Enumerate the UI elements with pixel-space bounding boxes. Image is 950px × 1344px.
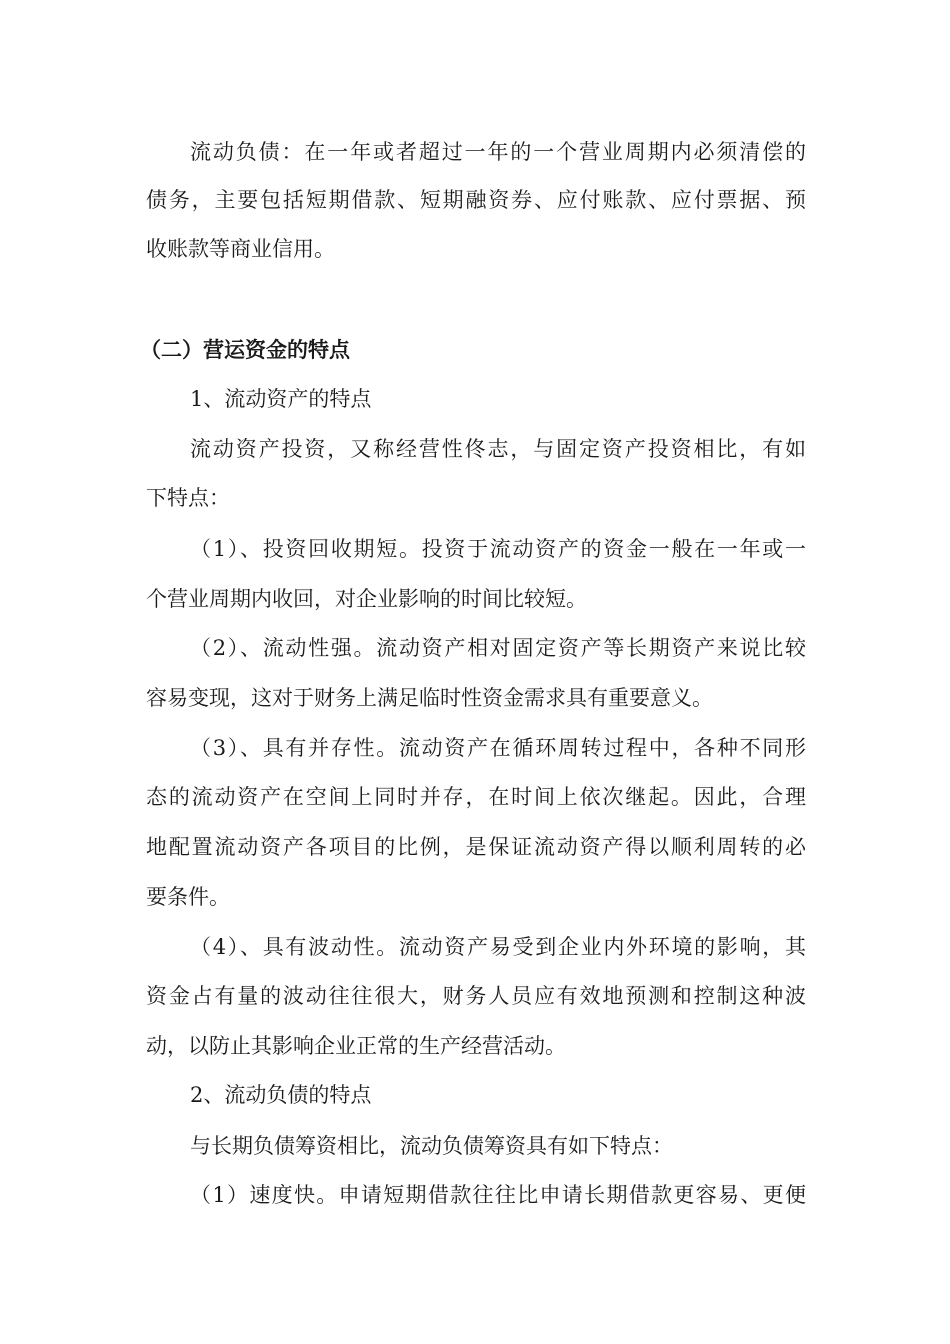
list-item-line: 地配置流动资产各项目的比例，是保证流动资产得以顺利周转的必 xyxy=(146,835,806,859)
list-item-line: （2）、流动性强。流动资产相对固定资产等长期资产来说比较 xyxy=(190,636,806,660)
list-item-line: 要条件。 xyxy=(146,885,230,909)
paragraph-line: 流动负债：在一年或者超过一年的一个营业周期内必须清偿的 xyxy=(190,140,806,164)
list-item-line: 容易变现，这对于财务上满足临时性资金需求具有重要意义。 xyxy=(146,686,713,710)
section-heading: （二）营运资金的特点 xyxy=(140,337,350,362)
paragraph-line: 收账款等商业信用。 xyxy=(146,237,335,261)
list-item-line: （1）速度快。申请短期借款往往比申请长期借款更容易、更便 xyxy=(190,1183,806,1207)
paragraph-line: 债务，主要包括短期借款、短期融资券、应付账款、应付票据、预 xyxy=(146,188,806,212)
list-item-line: 个营业周期内收回，对企业影响的时间比较短。 xyxy=(146,587,587,611)
list-item-line: （4）、具有波动性。流动资产易受到企业内外环境的影响，其 xyxy=(190,935,806,959)
paragraph-line: 流动资产投资，又称经营性佟志，与固定资产投资相比，有如 xyxy=(190,437,806,461)
list-item-line: 动，以防止其影响企业正常的生产经营活动。 xyxy=(146,1034,566,1058)
subsection-heading: 1、流动资产的特点 xyxy=(190,387,372,411)
paragraph-line: 下特点： xyxy=(146,486,230,510)
list-item-line: （3）、具有并存性。流动资产在循环周转过程中，各种不同形 xyxy=(190,736,806,760)
list-item-line: 资金占有量的波动往往很大，财务人员应有效地预测和控制这种波 xyxy=(146,984,806,1008)
subsection-heading: 2、流动负债的特点 xyxy=(190,1083,372,1107)
paragraph-line: 与长期负债筹资相比，流动负债筹资具有如下特点： xyxy=(190,1134,673,1158)
list-item-line: 态的流动资产在空间上同时并存，在时间上依次继起。因此，合理 xyxy=(146,785,806,809)
list-item-line: （1）、投资回收期短。投资于流动资产的资金一般在一年或一 xyxy=(190,537,806,561)
